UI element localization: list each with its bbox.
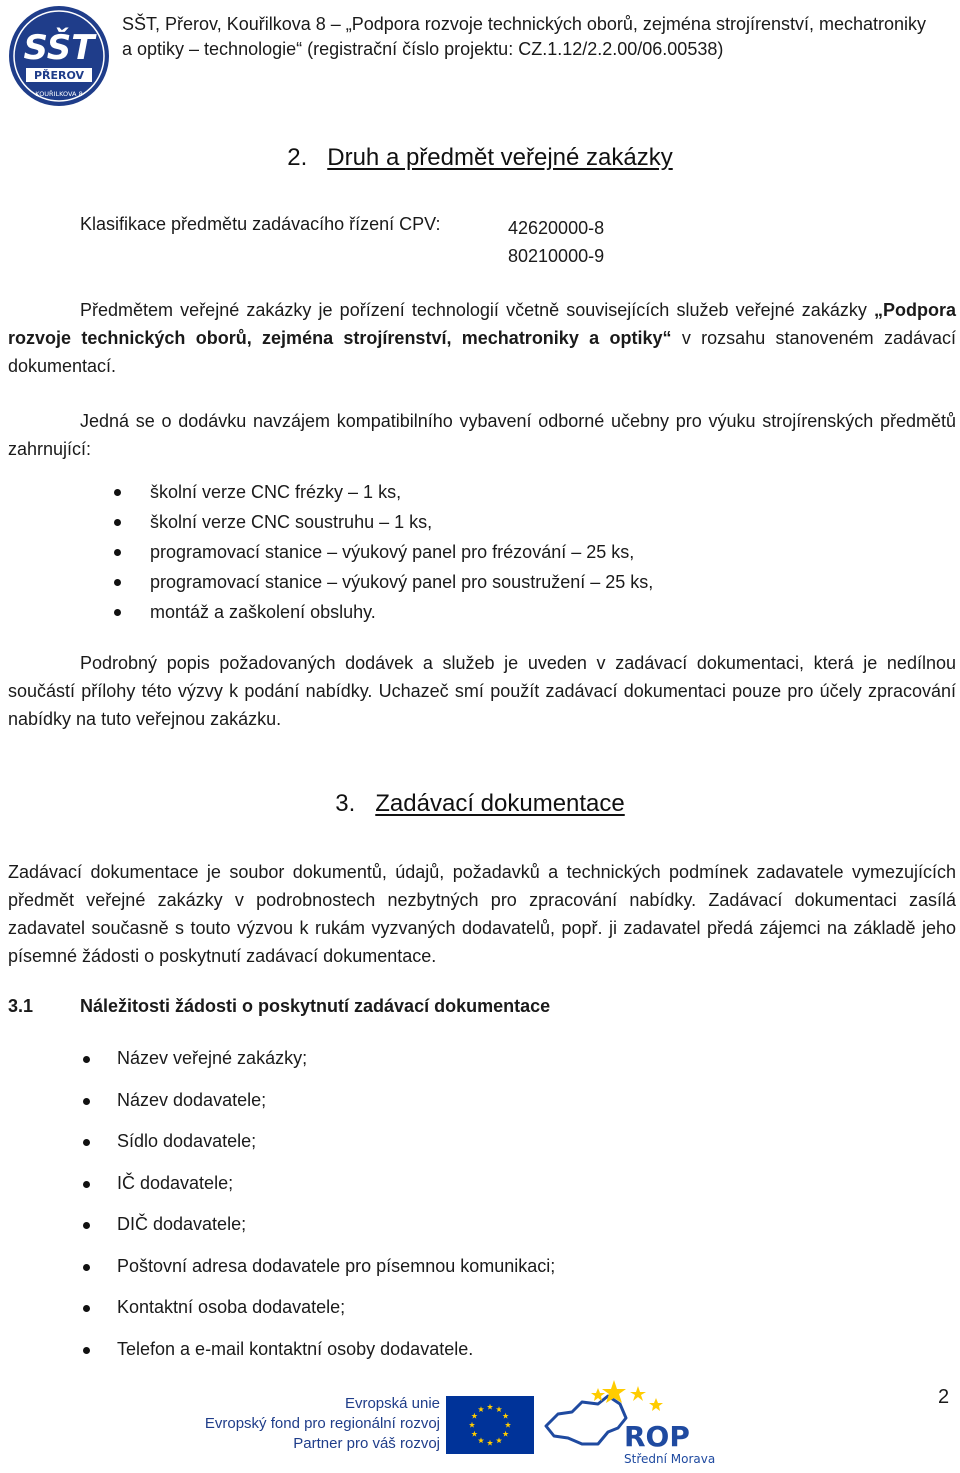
rop-text: ROP — [624, 1420, 690, 1453]
header-line-1: SŠT, Přerov, Kouřilkova 8 – „Podpora rozvoje technických oborů, zejména strojírenství, mechatroniky — [122, 14, 927, 34]
project-name: „Podpora rozvoje technických oborů, zejména strojírenství, mechatroniky a optiky“ — [8, 300, 956, 348]
list-item: Název veřejné zakázky; — [80, 1038, 555, 1080]
list-item: programovací stanice – výukový panel pro frézování – 25 ks, — [110, 537, 653, 567]
subsection-title: Náležitosti žádosti o poskytnutí zadávací dokumentace — [80, 996, 551, 1016]
list-item: Poštovní adresa dodavatele pro písemnou komunikaci; — [80, 1246, 555, 1288]
section-3-heading — [0, 790, 960, 818]
delivery-text: Jedná se o dodávku navzájem kompatibilního vybavení odborné učebny pro výuku strojírenských předmětů zahrnující: — [8, 411, 956, 459]
school-logo — [6, 4, 112, 108]
cpv-codes — [508, 214, 604, 270]
eu-line-1: Evropská unie — [344, 1395, 440, 1412]
page-number: 2 — [938, 1386, 950, 1408]
cpv-label: Klasifikace předmětu zadávacího řízení CPV: — [80, 214, 441, 234]
logo-street: KOUŘILKOVA 8 — [35, 90, 83, 98]
section-2-title: Druh a předmět veřejné zakázky — [327, 144, 673, 171]
list-item: montáž a zaškolení obsluhy. — [110, 597, 653, 627]
list-item: IČ dodavatele; — [80, 1163, 555, 1205]
list-item: Kontaktní osoba dodavatele; — [80, 1287, 555, 1329]
request-requirements-list — [80, 1038, 555, 1370]
eu-flag-icon — [446, 1396, 534, 1454]
subsection-3-1-heading — [8, 996, 550, 1017]
list-item: Telefon a e-mail kontaktní osoby dodavatele. — [80, 1329, 555, 1371]
tender-docs-paragraph — [8, 858, 956, 970]
page-header — [122, 12, 952, 62]
list-item: školní verze CNC soustruhu – 1 ks, — [110, 507, 653, 537]
section-2-heading — [0, 144, 960, 172]
list-item: programovací stanice – výukový panel pro soustružení – 25 ks, — [110, 567, 653, 597]
equipment-list — [110, 477, 653, 627]
cpv-code: 42620000-8 — [508, 218, 605, 238]
list-item: Název dodavatele; — [80, 1080, 555, 1122]
subsection-number: 3.1 — [8, 996, 34, 1016]
list-item: školní verze CNC frézky – 1 ks, — [110, 477, 653, 507]
subject-suffix: v rozsahu stanoveném zadávací dokumentací. — [8, 328, 956, 376]
subject-text: Předmětem veřejné zakázky je pořízení technologií včetně souvisejících služeb veřejné zakázky — [80, 300, 874, 320]
logo-city: PŘEROV — [33, 69, 85, 82]
logo-text: SŠT — [23, 28, 95, 68]
section-2-number: 2. — [287, 144, 308, 171]
details-text: Podrobný popis požadovaných dodávek a služeb je uveden v zadávací dokumentaci, která je nedílnou součástí přílohy této výzvy k podání nabídky. Uchazeč smí použít zadávací dokumentaci pouze pro účely zpracování nabídky na tuto veřejnou zakázku. — [8, 653, 956, 729]
rop-logo — [538, 1378, 716, 1468]
tender-docs-text: Zadávací dokumentace je soubor dokumentů, údajů, požadavků a technických podmínek zadavatele vymezujících předmět veřejné zakázky v podrobnostech nezbytných pro zpracování nabídky. Zadávací dokumentaci zasílá zadavatel současně s touto výzvou k rukám vyzvaných dodavatelů, popř. ji zadavatel předá zájemci na základě jeho písemné žádosti o poskytnutí zadávací dokumentace. — [8, 862, 956, 966]
list-item: DIČ dodavatele; — [80, 1204, 555, 1246]
subject-paragraph — [8, 296, 956, 380]
header-line-2: a optiky – technologie“ (registrační číslo projektu: CZ.1.12/2.2.00/06.00538) — [122, 39, 724, 59]
list-item: Sídlo dodavatele; — [80, 1121, 555, 1163]
section-3-title: Zadávací dokumentace — [375, 790, 625, 817]
eu-line-2: Evropský fond pro regionální rozvoj — [204, 1415, 440, 1432]
eu-line-3: Partner pro váš rozvoj — [293, 1435, 440, 1452]
details-paragraph — [8, 649, 956, 733]
rop-region: Střední Morava — [624, 1452, 716, 1466]
section-3-number: 3. — [335, 790, 356, 817]
eu-footer-text — [204, 1394, 440, 1454]
cpv-code: 80210000-9 — [508, 246, 605, 266]
delivery-paragraph — [8, 407, 956, 463]
